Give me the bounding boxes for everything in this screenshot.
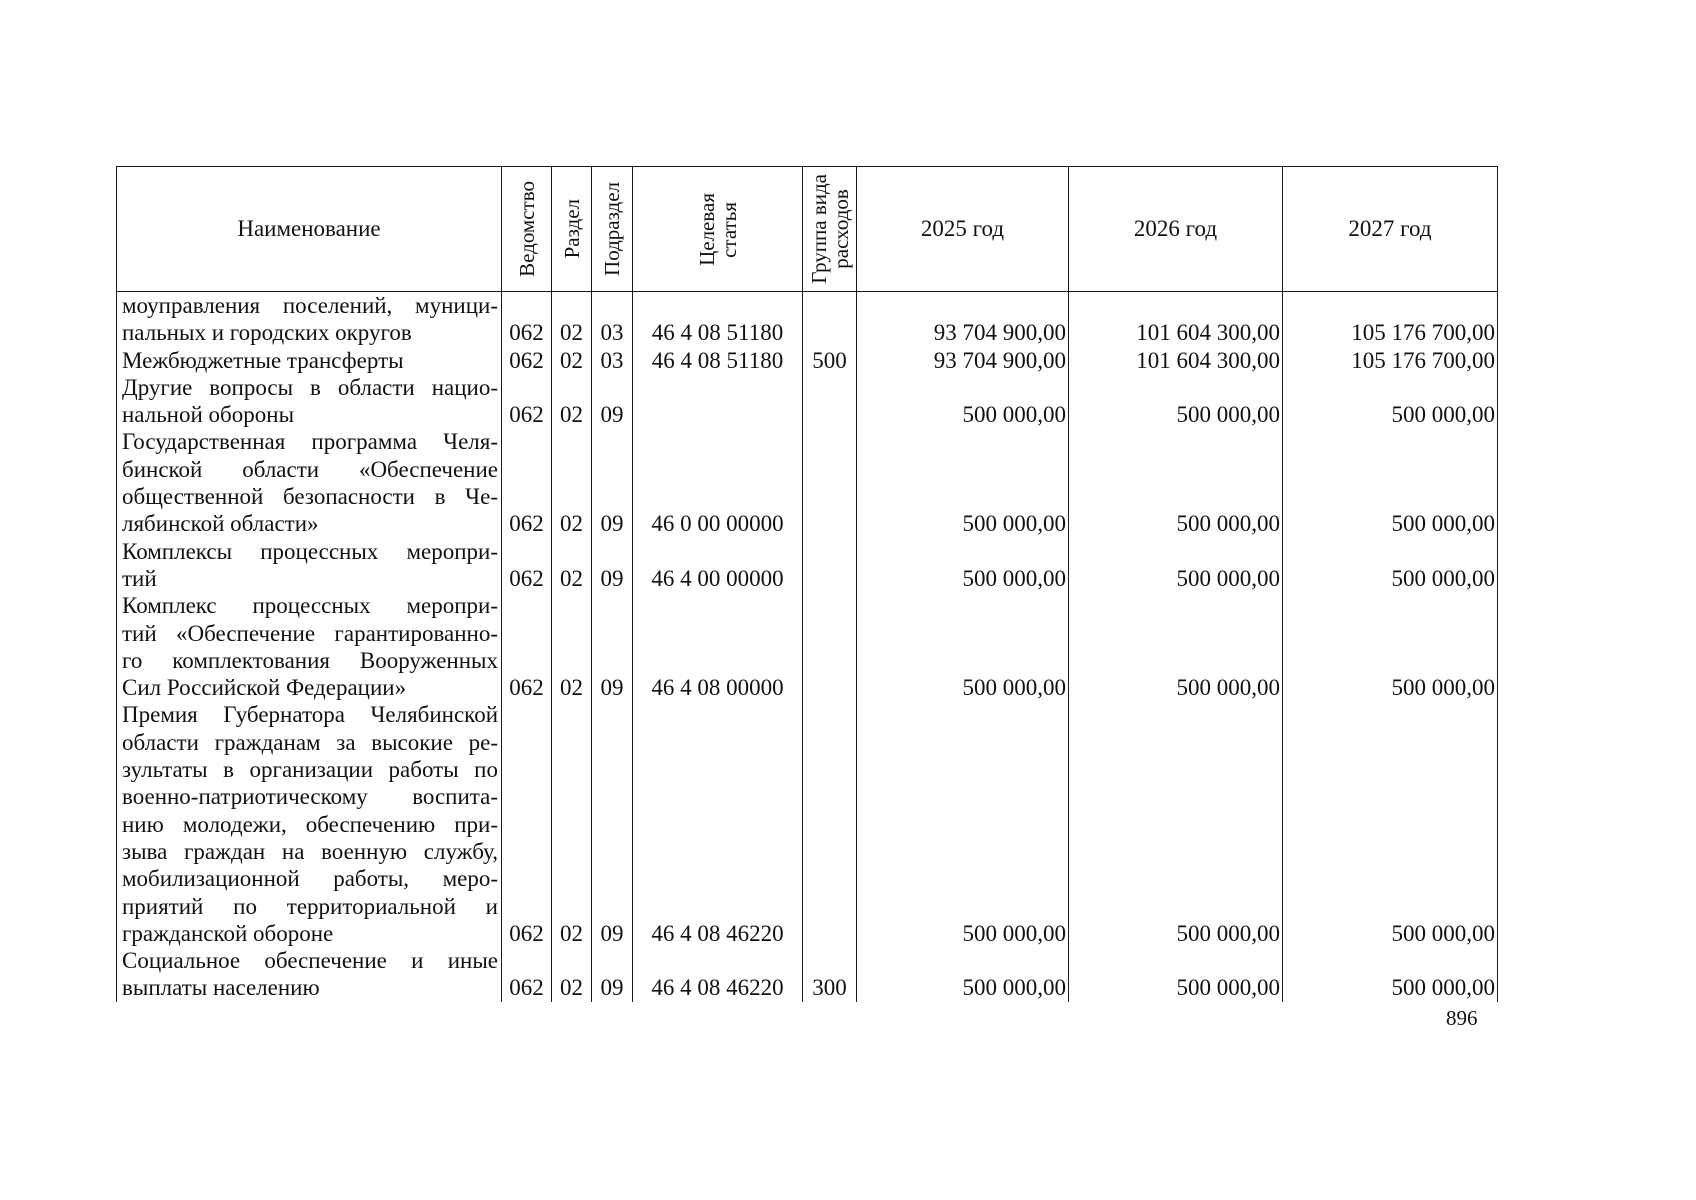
row-target-item: [633, 374, 803, 429]
table-row: [117, 701, 1498, 947]
row-amount-2027: 500 000,00: [1283, 947, 1498, 1002]
header-row: [117, 167, 1498, 292]
row-section: 02: [552, 374, 592, 429]
row-subsection: 09: [592, 538, 633, 593]
row-name-line: общественной безопасности в Че-: [122, 484, 498, 510]
row-amount-2025: 500 000,00: [857, 592, 1069, 701]
row-amount-2027: 105 176 700,00: [1283, 347, 1498, 374]
header-department: Ведомство: [502, 167, 552, 292]
row-target-item: 46 4 08 51180: [633, 347, 803, 374]
row-amount-2025: 93 704 900,00: [857, 347, 1069, 374]
row-subsection: 09: [592, 701, 633, 947]
row-amount-2027: 500 000,00: [1283, 374, 1498, 429]
row-section: 02: [552, 428, 592, 537]
row-name-line: области гражданам за высокие ре-: [122, 729, 498, 755]
row-target-item: 46 4 08 46220: [633, 701, 803, 947]
row-amount-2026: 500 000,00: [1069, 947, 1283, 1002]
row-target-item: 46 4 08 00000: [633, 592, 803, 701]
row-name-line: Сил Российской Федерации»: [122, 675, 407, 701]
row-expense-group: 300: [803, 947, 857, 1002]
header-section: Раздел: [552, 167, 592, 292]
row-name-line: лябинской области»: [122, 511, 319, 537]
row-name-line: пальных и городских округов: [122, 320, 412, 346]
row-target-item: 46 0 00 00000: [633, 428, 803, 537]
row-department: 062: [502, 592, 552, 701]
row-name-line: тий: [122, 565, 157, 591]
row-name-line: зультаты в организации работы по: [122, 757, 498, 783]
row-section: 02: [552, 592, 592, 701]
row-name-line: Премия Губернатора Челябинской: [122, 702, 498, 728]
row-amount-2025: 500 000,00: [857, 538, 1069, 593]
row-department: 062: [502, 428, 552, 537]
page-number: 896: [1446, 1006, 1478, 1030]
row-amount-2025: 500 000,00: [857, 947, 1069, 1002]
row-department: 062: [502, 347, 552, 374]
row-target-item: 46 4 08 51180: [633, 292, 803, 347]
row-amount-2026: 500 000,00: [1069, 374, 1283, 429]
row-subsection: 09: [592, 947, 633, 1002]
header-name: Наименование: [117, 167, 502, 292]
row-target-item: 46 4 00 00000: [633, 538, 803, 593]
row-expense-group: [803, 428, 857, 537]
row-department: 062: [502, 538, 552, 593]
table-row: [117, 592, 1498, 701]
row-section: 02: [552, 538, 592, 593]
row-name: [117, 347, 502, 374]
table-row: [117, 292, 1498, 347]
row-amount-2027: 500 000,00: [1283, 592, 1498, 701]
row-target-item: 46 4 08 46220: [633, 947, 803, 1002]
row-name-line: Межбюджетные трансферты: [122, 347, 404, 373]
row-name-line: тий «Обеспечение гарантированно-: [122, 620, 498, 646]
row-name: [117, 592, 502, 701]
table-body: [117, 292, 1498, 1002]
table-row: [117, 947, 1498, 1002]
row-name-line: Социальное обеспечение и иные: [122, 948, 498, 974]
row-amount-2025: 93 704 900,00: [857, 292, 1069, 347]
row-name-line: гражданской обороне: [122, 920, 334, 946]
row-amount-2025: 500 000,00: [857, 428, 1069, 537]
row-section: 02: [552, 347, 592, 374]
row-amount-2025: 500 000,00: [857, 374, 1069, 429]
row-expense-group: 500: [803, 347, 857, 374]
row-amount-2027: 500 000,00: [1283, 538, 1498, 593]
row-expense-group: [803, 592, 857, 701]
row-expense-group: [803, 374, 857, 429]
row-name-line: Комплексы процессных меропри-: [122, 538, 498, 564]
row-name-line: зыва граждан на военную службу,: [122, 838, 498, 864]
row-expense-group: [803, 538, 857, 593]
row-name-line: мобилизационной работы, меро-: [122, 866, 498, 892]
header-expense-group: Группа вида расходов: [803, 167, 857, 292]
row-department: 062: [502, 292, 552, 347]
row-name: [117, 428, 502, 537]
row-amount-2027: 500 000,00: [1283, 428, 1498, 537]
header-year-2026: 2026 год: [1069, 167, 1283, 292]
row-name-line: бинской области «Обеспечение: [122, 456, 498, 482]
row-expense-group: [803, 701, 857, 947]
row-name-line: Другие вопросы в области нацио-: [122, 374, 498, 400]
row-name-line: приятий по территориальной и: [122, 893, 498, 919]
row-name: [117, 947, 502, 1002]
row-name-line: моуправления поселений, муници-: [122, 293, 498, 318]
table-row: [117, 428, 1498, 537]
row-name: [117, 292, 502, 347]
header-year-2027: 2027 год: [1283, 167, 1498, 292]
row-department: 062: [502, 701, 552, 947]
row-name-line: нию молодежи, обеспечению при-: [122, 811, 498, 837]
row-amount-2026: 500 000,00: [1069, 592, 1283, 701]
row-subsection: 09: [592, 592, 633, 701]
row-section: 02: [552, 947, 592, 1002]
row-name: [117, 701, 502, 947]
row-name-line: военно-патриотическому воспита-: [122, 784, 498, 810]
row-subsection: 09: [592, 428, 633, 537]
table-row: [117, 538, 1498, 593]
row-amount-2026: 500 000,00: [1069, 428, 1283, 537]
row-department: 062: [502, 947, 552, 1002]
row-department: 062: [502, 374, 552, 429]
table-row: [117, 347, 1498, 374]
row-name: [117, 538, 502, 593]
table-row: [117, 374, 1498, 429]
row-name-line: Государственная программа Челя-: [122, 429, 498, 455]
header-target-item: Целевая статья: [633, 167, 803, 292]
row-name: [117, 374, 502, 429]
row-subsection: 03: [592, 347, 633, 374]
row-name-line: выплаты населению: [122, 975, 320, 1001]
row-amount-2026: 101 604 300,00: [1069, 292, 1283, 347]
header-subsection: Подраздел: [592, 167, 633, 292]
row-subsection: 03: [592, 292, 633, 347]
row-section: 02: [552, 292, 592, 347]
row-expense-group: [803, 292, 857, 347]
budget-table: [116, 166, 1498, 1002]
row-subsection: 09: [592, 374, 633, 429]
row-amount-2027: 105 176 700,00: [1283, 292, 1498, 347]
row-amount-2026: 101 604 300,00: [1069, 347, 1283, 374]
row-name-line: нальной обороны: [122, 402, 295, 428]
header-year-2025: 2025 год: [857, 167, 1069, 292]
row-amount-2025: 500 000,00: [857, 701, 1069, 947]
row-name-line: го комплектования Вооруженных: [122, 647, 498, 673]
row-name-line: Комплекс процессных меропри-: [122, 593, 498, 619]
row-amount-2027: 500 000,00: [1283, 701, 1498, 947]
row-amount-2026: 500 000,00: [1069, 538, 1283, 593]
row-section: 02: [552, 701, 592, 947]
row-amount-2026: 500 000,00: [1069, 701, 1283, 947]
